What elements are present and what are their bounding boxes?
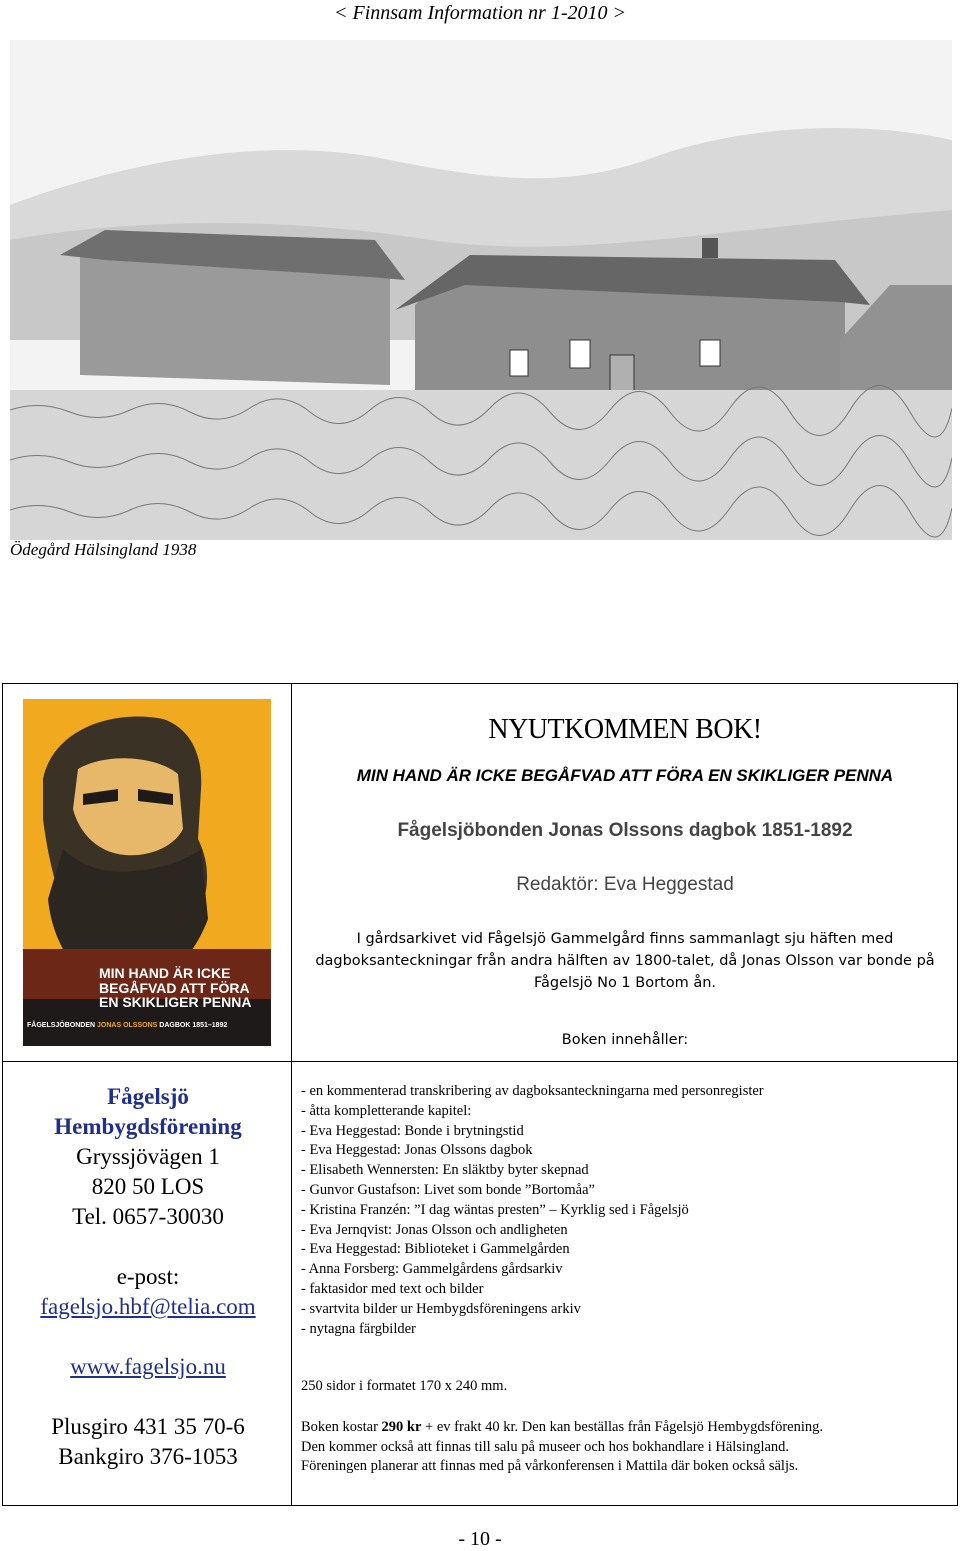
list-item: - svartvita bilder ur Hembygdsföreningens arkiv	[301, 1300, 581, 1317]
announcement-heading: NYUTKOMMEN BOK!	[488, 714, 762, 745]
cover-subtitle-suffix: DAGBOK 1851–1892	[157, 1022, 228, 1029]
org-name-line-2: Hembygdsförening	[54, 1114, 242, 1139]
cover-title	[99, 966, 251, 1010]
book-subtitle: Fågelsjöbonden Jonas Olssons dagbok 1851-1892	[397, 820, 853, 841]
cover-title-line-3: EN SKIKLIGER PENNA	[99, 994, 252, 1010]
price-line-3: Föreningen planerar att finnas med på vårkonferensen i Mattila där boken också säljs.	[301, 1458, 799, 1474]
list-item: - Gunvor Gustafson: Livet som bonde ”Bortomåa”	[301, 1181, 595, 1198]
price-prefix: Boken kostar	[301, 1419, 382, 1435]
org-name-line-1: Fågelsjö	[107, 1084, 189, 1109]
book-intro: I gårdsarkivet vid Fågelsjö Gammelgård finns sammanlagt sju häften med dagboksanteckningar från andra hälften av 1800-talet, då Jonas Olsson var bonde på Fågelsjö No 1 Bortom ån.	[315, 931, 935, 991]
farm-sketch-image	[10, 40, 952, 540]
book-announcement-box	[2, 683, 958, 1506]
cover-title-line-1: MIN HAND ÄR ICKE	[99, 965, 231, 981]
list-item: - faktasidor med text och bilder	[301, 1280, 484, 1297]
book-editor: Redaktör: Eva Heggestad	[516, 874, 734, 895]
cover-subtitle	[27, 1022, 227, 1029]
price-value: 290 kr	[381, 1419, 422, 1435]
cover-title-line-2: BEGÅFVAD ATT FÖRA	[99, 979, 250, 996]
organization-contact	[5, 1082, 291, 1472]
cover-subtitle-prefix: FÅGELSJÖBONDEN	[27, 1022, 98, 1029]
list-item: - Eva Heggestad: Biblioteket i Gammelgården	[301, 1241, 570, 1258]
page-number: - 10 -	[458, 1528, 502, 1550]
list-item: - nytagna färgbilder	[301, 1320, 416, 1337]
org-plusgiro: Plusgiro 431 35 70-6	[51, 1414, 245, 1439]
org-bankgiro: Bankgiro 376-1053	[58, 1444, 238, 1469]
book-title: MIN HAND ÄR ICKE BEGÅFVAD ATT FÖRA EN SKIKLIGER PENNA	[356, 766, 894, 785]
book-format: 250 sidor i formatet 170 x 240 mm.	[301, 1378, 508, 1394]
list-item: - Kristina Franzén: ”I dag wäntas presten” – Kyrklig sed i Fågelsjö	[301, 1201, 689, 1218]
list-item: - Elisabeth Wennersten: En släktby byter skepnad	[301, 1162, 589, 1179]
contents-label: Boken innehåller:	[561, 1032, 689, 1048]
list-item: - en kommenterad transkribering av dagboksanteckningarna med personregister	[301, 1083, 764, 1099]
page-header: < Finnsam Information nr 1-2010 >	[334, 2, 626, 24]
book-cover-image	[23, 699, 271, 1046]
org-email-link[interactable]: fagelsjo.hbf@telia.com	[40, 1294, 256, 1319]
price-line-2: Den kommer också att finnas till salu på museer och hos bokhandlare i Hälsingland.	[301, 1438, 790, 1455]
price-suffix: + ev frakt 40 kr. Den kan beställas från Fågelsjö Hembygdsförening.	[421, 1419, 824, 1435]
org-postal: 820 50 LOS	[91, 1174, 205, 1199]
list-item: - Anna Forsberg: Gammelgårdens gårdsarkiv	[301, 1261, 563, 1278]
book-price-info	[301, 1418, 951, 1477]
org-street: Gryssjövägen 1	[76, 1144, 220, 1169]
list-item: - åtta kompletterande kapitel:	[301, 1102, 472, 1119]
cover-subtitle-name: JONAS OLSSONS	[97, 1022, 158, 1029]
sketch-caption: Ödegård Hälsingland 1938	[10, 540, 197, 559]
org-phone: Tel. 0657-30030	[72, 1204, 224, 1229]
list-item: - Eva Heggestad: Jonas Olssons dagbok	[301, 1142, 533, 1159]
org-website-link[interactable]: www.fagelsjo.nu	[70, 1354, 226, 1379]
list-item: - Eva Heggestad: Bonde i brytningstid	[301, 1122, 524, 1139]
book-contents-list	[301, 1082, 951, 1339]
list-item: - Eva Jernqvist: Jonas Olsson och andligheten	[301, 1221, 568, 1238]
org-email-label: e-post:	[116, 1264, 180, 1289]
column-divider	[291, 684, 292, 1505]
row-divider	[3, 1061, 957, 1062]
